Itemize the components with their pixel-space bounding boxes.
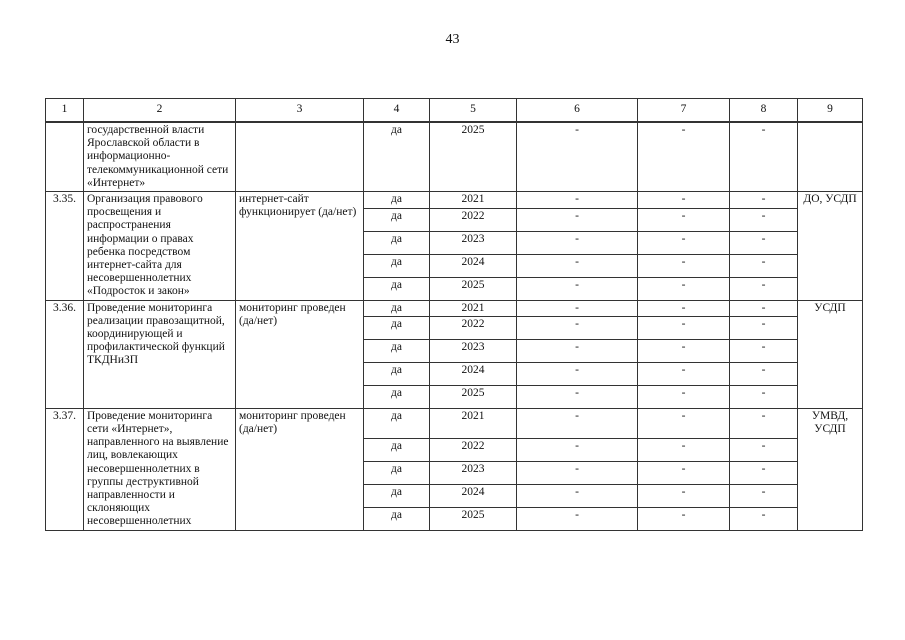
value-cell: -: [638, 484, 730, 507]
value-cell: -: [517, 408, 638, 438]
value-cell: -: [638, 438, 730, 461]
item-description: Организация правового просвещения и распространения информации о правах ребенка посредством интернет-сайта для несовершеннолетних «Подросток и закон»: [84, 192, 236, 301]
value-cell: -: [517, 362, 638, 385]
value-cell: -: [638, 362, 730, 385]
value-cell: -: [730, 339, 798, 362]
value-cell: -: [638, 316, 730, 339]
value-cell: да: [364, 339, 430, 362]
year-cell: 2021: [430, 192, 517, 209]
year-cell: 2024: [430, 484, 517, 507]
value-cell: -: [517, 507, 638, 530]
value-cell: -: [638, 208, 730, 231]
item-number: 3.37.: [46, 408, 84, 530]
item-executor: [798, 122, 863, 192]
item-executor: ДО, УСДП: [798, 192, 863, 301]
value-cell: -: [638, 254, 730, 277]
item-number: [46, 122, 84, 192]
value-cell: -: [730, 385, 798, 408]
year-cell: 2024: [430, 362, 517, 385]
value-cell: -: [517, 208, 638, 231]
value-cell: да: [364, 438, 430, 461]
value-cell: да: [364, 316, 430, 339]
value-cell: -: [730, 461, 798, 484]
table-row: [46, 300, 863, 316]
column-number-row: [46, 99, 863, 123]
item-indicator: мониторинг проведен (да/нет): [236, 300, 364, 408]
value-cell: -: [517, 438, 638, 461]
value-cell: -: [638, 192, 730, 209]
value-cell: да: [364, 484, 430, 507]
value-cell: -: [730, 408, 798, 438]
table-row: [46, 122, 863, 192]
value-cell: да: [364, 362, 430, 385]
year-cell: 2023: [430, 339, 517, 362]
year-cell: 2025: [430, 385, 517, 408]
value-cell: да: [364, 122, 430, 192]
table-row: [46, 408, 863, 438]
value-cell: -: [517, 385, 638, 408]
year-cell: 2022: [430, 208, 517, 231]
value-cell: да: [364, 385, 430, 408]
year-cell: 2025: [430, 277, 517, 300]
item-description: государственной власти Ярославской области в информационно-телекоммуникационной сети «Интернет»: [84, 122, 236, 192]
value-cell: -: [517, 122, 638, 192]
value-cell: да: [364, 192, 430, 209]
value-cell: -: [517, 231, 638, 254]
column-header: 1: [46, 99, 84, 123]
value-cell: -: [730, 208, 798, 231]
column-header: 4: [364, 99, 430, 123]
year-cell: 2025: [430, 122, 517, 192]
value-cell: да: [364, 507, 430, 530]
measures-table: [45, 98, 863, 531]
value-cell: да: [364, 277, 430, 300]
value-cell: да: [364, 461, 430, 484]
item-number: 3.36.: [46, 300, 84, 408]
value-cell: -: [730, 277, 798, 300]
value-cell: -: [517, 300, 638, 316]
year-cell: 2024: [430, 254, 517, 277]
value-cell: -: [730, 231, 798, 254]
value-cell: -: [638, 461, 730, 484]
value-cell: -: [730, 192, 798, 209]
column-header: 2: [84, 99, 236, 123]
value-cell: -: [730, 316, 798, 339]
value-cell: -: [638, 339, 730, 362]
year-cell: 2023: [430, 461, 517, 484]
value-cell: -: [730, 438, 798, 461]
item-description: Проведение мониторинга сети «Интернет», направленного на выявление лиц, вовлекающих несовершеннолетних в группы деструктивной направленности и склоняющих несовершеннолетних: [84, 408, 236, 530]
value-cell: -: [517, 254, 638, 277]
value-cell: -: [517, 192, 638, 209]
value-cell: -: [730, 122, 798, 192]
value-cell: да: [364, 231, 430, 254]
year-cell: 2021: [430, 408, 517, 438]
value-cell: -: [638, 507, 730, 530]
value-cell: да: [364, 254, 430, 277]
item-number: 3.35.: [46, 192, 84, 301]
item-executor: УМВД, УСДП: [798, 408, 863, 530]
value-cell: -: [638, 231, 730, 254]
item-executor: УСДП: [798, 300, 863, 408]
column-header: 7: [638, 99, 730, 123]
value-cell: -: [730, 507, 798, 530]
value-cell: -: [517, 316, 638, 339]
column-header: 3: [236, 99, 364, 123]
value-cell: -: [638, 385, 730, 408]
table-row: [46, 192, 863, 209]
value-cell: да: [364, 300, 430, 316]
item-indicator: интернет-сайт функционирует (да/нет): [236, 192, 364, 301]
item-indicator: мониторинг проведен (да/нет): [236, 408, 364, 530]
value-cell: -: [730, 300, 798, 316]
year-cell: 2022: [430, 316, 517, 339]
value-cell: -: [638, 408, 730, 438]
value-cell: -: [730, 362, 798, 385]
value-cell: -: [517, 484, 638, 507]
value-cell: -: [638, 277, 730, 300]
year-cell: 2022: [430, 438, 517, 461]
value-cell: -: [638, 300, 730, 316]
value-cell: -: [730, 484, 798, 507]
column-header: 9: [798, 99, 863, 123]
value-cell: да: [364, 408, 430, 438]
table-body: [46, 99, 863, 531]
year-cell: 2021: [430, 300, 517, 316]
column-header: 8: [730, 99, 798, 123]
column-header: 5: [430, 99, 517, 123]
page-number: 43: [445, 32, 460, 47]
value-cell: -: [517, 277, 638, 300]
column-header: 6: [517, 99, 638, 123]
item-description: Проведение мониторинга реализации правозащитной, координирующей и профилактической функций ТКДНиЗП: [84, 300, 236, 408]
value-cell: да: [364, 208, 430, 231]
value-cell: -: [517, 461, 638, 484]
year-cell: 2023: [430, 231, 517, 254]
value-cell: -: [730, 254, 798, 277]
year-cell: 2025: [430, 507, 517, 530]
item-indicator: [236, 122, 364, 192]
value-cell: -: [638, 122, 730, 192]
value-cell: -: [517, 339, 638, 362]
